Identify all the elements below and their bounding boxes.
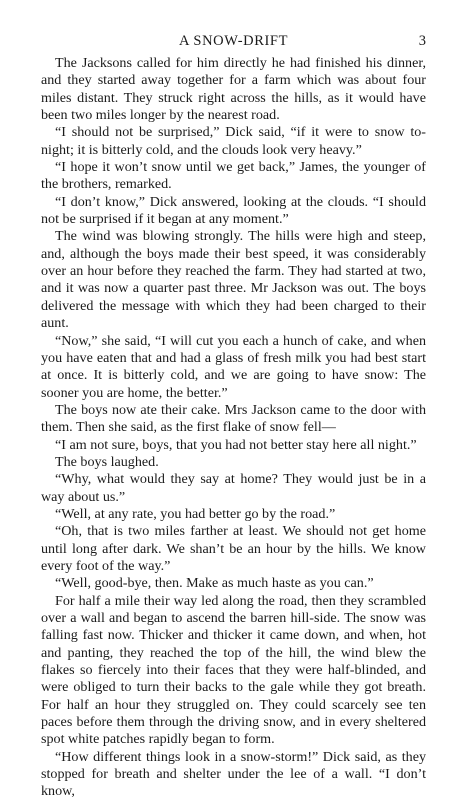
- paragraph: “I am not sure, boys, that you had not better stay here all night.”: [55, 436, 417, 453]
- paragraph: “I should not be surprised,” Dick said, “if it were to snow to-night; it is bitterly cold, and the clouds look very heavy.”: [41, 124, 426, 158]
- running-head: [41, 33, 426, 51]
- paragraph: “I don’t know,” Dick answered, looking at the clouds. “I should not be surprised if it began at any moment.”: [41, 193, 426, 228]
- running-title: A SNOW-DRIFT: [178, 33, 289, 49]
- paragraph: “Oh, that is two miles farther at least. We should not get home until long after dark. We shan’t be an hour by the hills. We know every foot of the way.”: [41, 523, 426, 574]
- paragraph: The Jacksons called for him directly he had finished his dinner, and they started away together for a farm which was about four miles distant. They struck right across the hills, as it would have been two miles longer by the nearest road.: [41, 55, 426, 124]
- paragraph: For half a mile their way led along the road, then they scrambled over a wall and began to ascend the barren hill-side. The snow was falling fast now. Thicker and thicker it came down, and when, hot and panting, they reached the top of the hill, the wind blew the flakes so fiercely into their faces that they were half-blinded, and were obliged to turn their backs to the gale while they got breath. For half an hour they struggled on. They could scarcely see ten paces before them through the driving snow, and in every sheltered spot white patches rapidly began to form.: [41, 592, 426, 748]
- paragraph: “How different things look in a snow-storm!” Dick said, as they stopped for breath and shelter under the lee of a wall. “I don’t know,: [41, 748, 426, 800]
- body-text: [41, 55, 426, 801]
- paragraph: “Well, good-bye, then. Make as much haste as you can.”: [55, 575, 374, 592]
- paragraph: “I hope it won’t snow until we get back,” James, the younger of the brothers, remarked.: [41, 159, 426, 193]
- paragraph: The boys now ate their cake. Mrs Jackson came to the door with them. Then she said, as the first flake of snow fell—: [41, 401, 426, 436]
- paragraph: The wind was blowing strongly. The hills were high and steep, and, although the boys made their best speed, it was considerably over an hour before they reached the farm. They had started at two, and it was now a quarter past three. Mr Jackson was out. The boys delivered the message with which they had been charged to their aunt.: [41, 228, 426, 332]
- paragraph: “Well, at any rate, you had better go by the road.”: [55, 505, 336, 522]
- page-number: 3: [418, 33, 426, 49]
- paragraph: The boys laughed.: [55, 453, 159, 470]
- paragraph: “Now,” she said, “I will cut you each a hunch of cake, and when you have eaten that and had a glass of fresh milk you had best start at once. It is bitterly cold, and we are going to have snow: The sooner you are home, the better.”: [41, 332, 426, 401]
- paragraph: “Why, what would they say at home? They would just be in a way about us.”: [41, 471, 426, 505]
